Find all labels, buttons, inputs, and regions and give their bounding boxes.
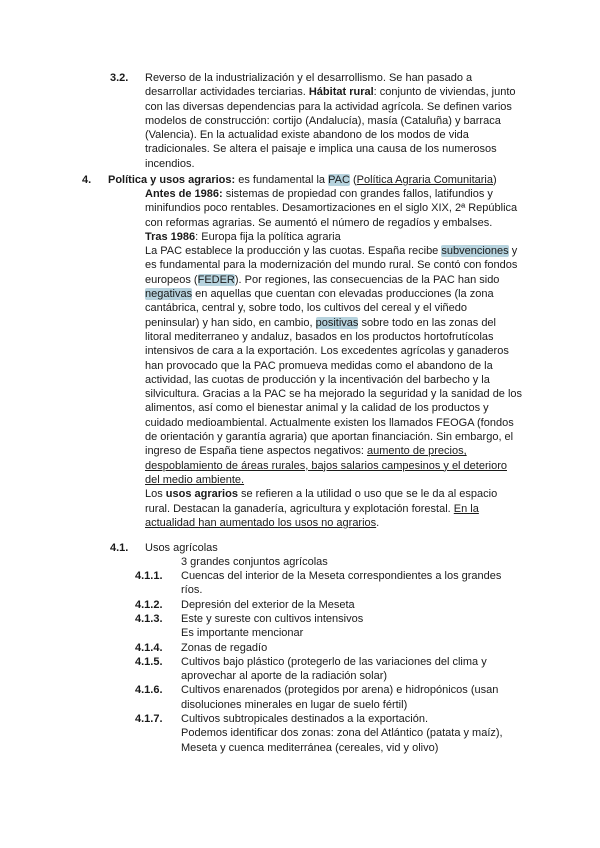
text-line — [145, 387, 590, 401]
bold-term: Antes de 1986: — [145, 188, 223, 200]
section-4-1-title: Usos agrícolas — [145, 542, 218, 554]
text-run: ingreso de España tiene aspectos negativos: — [145, 445, 367, 458]
text-run: rural. Destacan la ganadería, agricultura y explotación forestal. — [145, 502, 454, 515]
text-line — [145, 273, 590, 287]
section-4-1-intro: 3 grandes conjuntos agrícolas — [181, 556, 328, 568]
text-line — [145, 401, 590, 415]
text-run: : Europa fija la política agraria — [195, 230, 341, 243]
text-run: sistemas de propiedad con grandes fallos, latifundios y — [222, 188, 493, 200]
highlighted-term: PAC — [328, 174, 350, 186]
text-run: es fundamental la — [235, 174, 329, 186]
underlined-text: actualidad han aumentado los usos no agrarios — [145, 516, 377, 529]
text-line — [145, 85, 585, 99]
text-run: sobre todo en las zonas del — [358, 316, 496, 329]
text-run: en aquellas que cuentan con elevadas producciones (la zona — [192, 288, 494, 301]
text-run: se refieren a la utilidad o uso que se le da al espacio — [237, 488, 498, 501]
text-line — [145, 216, 590, 230]
text-run: tradicionales. Se altera el paisaje e implica una causa de los numerosos — [145, 143, 497, 156]
text-run: litoral mediterraneo y andaluz, basados en los productos hortofrutícolas — [145, 330, 494, 343]
subsection-text: Cultivos enarenados (protegidos por arena) e hidropónicos (usan — [181, 684, 499, 697]
text-run: con las diversas dependencias para la actividad agrícola. Se definen varios — [145, 100, 512, 113]
text-line — [145, 473, 590, 487]
subsection-text: ríos. — [181, 584, 203, 597]
text-line — [145, 316, 590, 330]
text-run: intensivos de cara a la exportación. Los excedentes agrícolas y ganaderos — [145, 345, 509, 358]
text-run: silvicultura. Gracias a la PAC se ha mejorado la seguridad y la sanidad de los — [145, 388, 523, 401]
subsection-text: Este y sureste con cultivos intensivos — [181, 612, 364, 625]
text-run: incendios. — [145, 157, 195, 170]
section-4-heading — [108, 173, 588, 187]
text-run: con reformas agrarias. Se aumentó el número de regadíos y embalses. — [145, 216, 493, 229]
text-line — [145, 502, 590, 516]
text-run: Reverso de la industrialización y el desarrollismo. Se han pasado a — [145, 72, 473, 84]
section-3-2-text — [145, 71, 585, 171]
text-run: desarrollar actividades terciarias. — [145, 86, 309, 99]
text-line — [145, 244, 590, 258]
text-line — [145, 230, 590, 244]
bold-term: Tras 1986 — [145, 230, 196, 243]
section-4-body — [145, 187, 590, 530]
highlighted-term: positivas — [315, 316, 359, 329]
text-run: han provocado que la PAC promueva medidas como el abandono de la — [145, 359, 493, 372]
underlined-text: aumento de precios, — [366, 445, 467, 458]
subsection-number: 4.1.4. — [135, 641, 163, 654]
text-line — [145, 157, 585, 171]
subsection-text: disoluciones minerales en lugar de suelo fértil) — [181, 698, 408, 711]
highlighted-term: negativas — [145, 288, 193, 301]
underlined-text: del medio ambiente. — [145, 473, 245, 486]
text-run: alimentos, así como el bienestar animal y la calidad de los productos y — [145, 402, 489, 415]
subsection-number: 4.1.2. — [135, 598, 163, 611]
text-line — [145, 258, 590, 272]
text-line — [145, 142, 585, 156]
text-run: europeos ( — [145, 273, 198, 286]
subsection-text: Depresión del exterior de la Meseta — [181, 598, 355, 611]
highlighted-term: FEDER — [197, 273, 235, 286]
underlined-text: En la — [453, 502, 479, 515]
text-run: peninsular) y han sido, en cambio, — [145, 316, 316, 329]
text-run: cuidado medioambiental. Actualmente existen los llamados FEOGA (fondos — [145, 416, 514, 429]
text-run: ) — [493, 174, 497, 186]
subsection-text: aprovechar al aporte de la radiación solar) — [181, 670, 388, 683]
subsection-number: 4.1.3. — [135, 612, 163, 625]
bold-term: Política y usos agrarios: — [108, 174, 236, 186]
text-run: de orientación y garantía agraria) que aportan financiación. Sin embargo, el — [145, 431, 514, 444]
text-line — [145, 330, 590, 344]
text-run: y — [508, 245, 518, 258]
text-line — [145, 128, 585, 142]
text-line — [145, 287, 590, 301]
subsection-text: Zonas de regadío — [181, 641, 268, 654]
bold-term: usos agrarios — [165, 488, 238, 501]
highlighted-term: subvenciones — [441, 245, 509, 258]
subsection-number: 4.1.5. — [135, 655, 163, 668]
underlined-text: Política Agraria Comunitaria — [356, 174, 493, 186]
subsection-number: 4.1.6. — [135, 684, 163, 697]
text-line — [145, 430, 590, 444]
subsection-text: Cuencas del interior de la Meseta correspondientes a los grandes — [181, 570, 502, 582]
text-run: cantábrica, central y, sobre todo, los cultivos del cereal y el viñedo — [145, 302, 468, 315]
text-run: La PAC establece la producción y las cuotas. España recibe — [145, 245, 442, 258]
text-run: es fundamental para la modernización del mundo rural. Se contó con fondos — [145, 259, 518, 272]
text-line — [145, 487, 590, 501]
subsection-text: Meseta y cuenca mediterránea (cereales, vid y olivo) — [181, 741, 439, 754]
text-line — [108, 173, 588, 187]
text-line — [145, 459, 590, 473]
text-run: ( — [349, 174, 357, 186]
text-run: Los — [145, 488, 166, 501]
text-line — [145, 373, 590, 387]
text-run: ). Por regiones, las consecuencias de la PAC han sido — [234, 273, 500, 286]
subsection-text: Podemos identificar dos zonas: zona del Atlántico (patata y maíz), — [181, 727, 503, 740]
subsection-text: Cultivos subtropicales destinados a la exportación. — [181, 713, 429, 725]
subsection-number: 4.1.1. — [135, 570, 163, 582]
section-number: 4. — [82, 174, 92, 186]
text-line — [145, 344, 590, 358]
text-line — [145, 71, 585, 85]
subsection-text: Cultivos bajo plástico (protegerlo de las variaciones del clima y — [181, 655, 487, 668]
text-line — [145, 516, 590, 530]
subsection-text: Es importante mencionar — [181, 627, 304, 640]
text-line — [145, 114, 585, 128]
text-line — [145, 100, 585, 114]
section-number: 4.1. — [110, 542, 129, 554]
text-run: minifundios poco rentables. Desamortizaciones en el siglo XIX, 2ª República — [145, 202, 518, 215]
bold-term: Hábitat rural — [308, 86, 374, 99]
underlined-text: despoblamiento de áreas rurales, bajos salarios campesinos y el deterioro — [145, 459, 507, 472]
text-line — [145, 201, 590, 215]
text-run: . — [376, 516, 380, 529]
text-line — [145, 187, 590, 201]
text-run: actividad, las cuotas de producción y la incentivación del barbecho y la — [145, 373, 490, 386]
text-line — [145, 359, 590, 373]
section-number: 3.2. — [110, 72, 129, 84]
text-line — [145, 444, 590, 458]
text-run: modelos de construcción: cortijo (Andalucía), masía (Cataluña) y barraca — [145, 114, 501, 127]
text-run: (Valencia). En la actualidad existe abandono de los modos de vida — [145, 129, 469, 142]
text-line — [145, 416, 590, 430]
text-run: : conjunto de viviendas, junto — [373, 86, 516, 99]
text-line — [145, 301, 590, 315]
subsection-number: 4.1.7. — [135, 713, 163, 725]
